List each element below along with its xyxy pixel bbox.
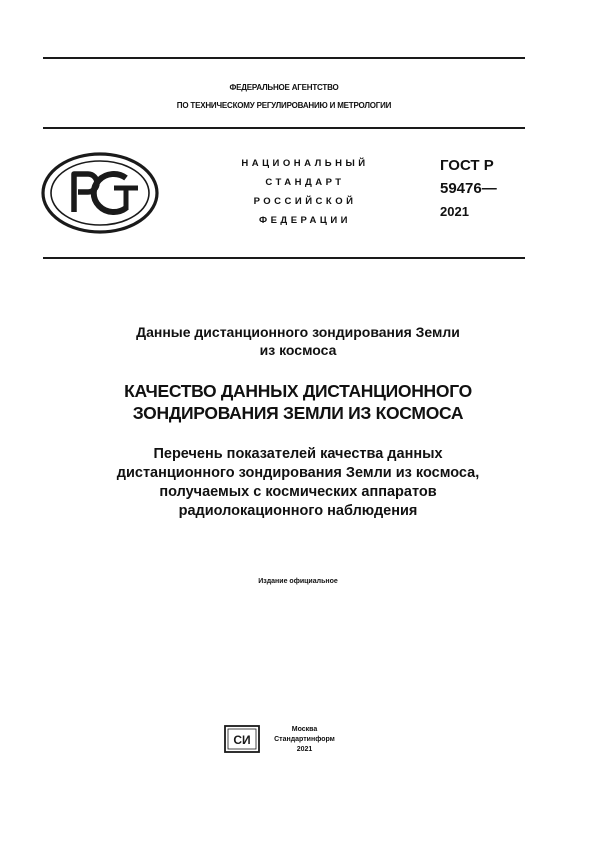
publisher-imprint: [262, 725, 347, 755]
subtitle-line-2: дистанционного зондирования Земли из космоса,: [116, 465, 480, 481]
publisher-year: 2021: [296, 746, 313, 753]
svg-text:СИ: СИ: [233, 733, 251, 747]
series-title: [43, 323, 553, 359]
standard-type-line-2: СТАНДАРТ: [265, 177, 345, 188]
main-title-line-2: ЗОНДИРОВАНИЯ ЗЕМЛИ ИЗ КОСМОСА: [132, 403, 464, 423]
header-bottom-rule: [43, 257, 525, 259]
main-title: [43, 380, 553, 424]
publisher-name: Стандартинформ: [274, 736, 335, 743]
agency-line-2: ПО ТЕХНИЧЕСКОМУ РЕГУЛИРОВАНИЮ И МЕТРОЛОГИИ: [176, 101, 392, 110]
designation-year: 2021: [440, 204, 469, 219]
header-divider: [43, 127, 525, 129]
series-title-line-1: Данные дистанционного зондирования Земли: [136, 324, 460, 340]
standard-type-line-3: РОССИЙСКОЙ: [253, 196, 357, 207]
subtitle-line-1: Перечень показателей качества данных: [153, 446, 443, 462]
edition-label: Издание официальное: [258, 578, 338, 585]
agency-line-1: ФЕДЕРАЛЬНОЕ АГЕНТСТВО: [229, 83, 339, 92]
top-rule: [43, 57, 525, 59]
main-title-line-1: КАЧЕСТВО ДАННЫХ ДИСТАНЦИОННОГО: [124, 381, 472, 401]
standartinform-logo-icon: [223, 724, 261, 754]
standard-type-line-4: ФЕДЕРАЦИИ: [258, 215, 351, 226]
standard-designation: [440, 154, 497, 223]
subtitle: [43, 445, 553, 521]
designation-prefix: ГОСТ Р: [440, 157, 494, 174]
rst-certification-mark-icon: [40, 152, 160, 234]
designation-number: 59476—: [440, 180, 497, 197]
standard-type: [220, 154, 390, 230]
subtitle-line-3: получаемых с космических аппаратов: [159, 484, 437, 500]
publisher-city: Москва: [291, 726, 318, 733]
subtitle-line-4: радиолокационного наблюдения: [178, 503, 418, 519]
standard-type-line-1: НАЦИОНАЛЬНЫЙ: [241, 158, 369, 169]
series-title-line-2: из космоса: [259, 342, 337, 358]
